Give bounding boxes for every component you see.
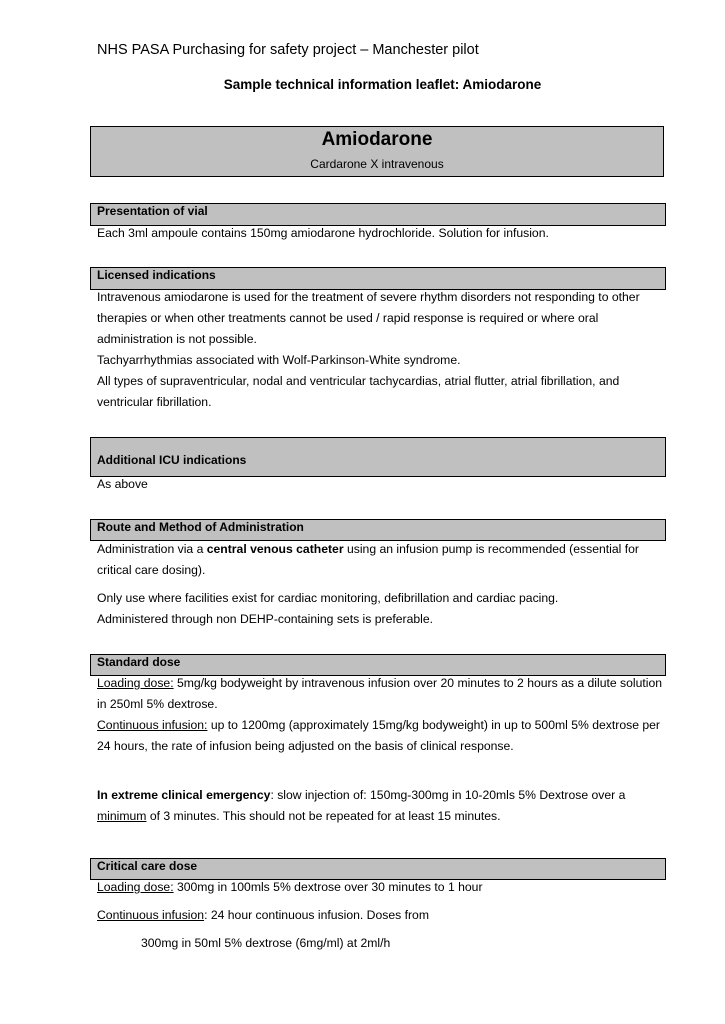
route-bold-text: central venous catheter <box>206 542 344 556</box>
critical-loading-label: Loading dose: <box>97 880 174 894</box>
drug-product: Cardarone X intravenous <box>310 157 444 171</box>
emergency-text: : slow injection of: 150mg-300mg in 10-20mls 5% Dextrose over a <box>270 788 626 802</box>
licensed-line: Intravenous amiodarone is used for the treatment of severe rhythm disorders not responding to other <box>97 290 640 304</box>
licensed-line: Tachyarrhythmias associated with Wolf-Parkinson-White syndrome. <box>97 353 461 367</box>
critical-loading-text: 300mg in 100mls 5% dextrose over 30 minutes to 1 hour <box>173 880 483 894</box>
section-presentation-heading: Presentation of vial <box>90 203 666 226</box>
continuous-infusion-text: up to 1200mg (approximately 15mg/kg bodyweight) in up to 500ml 5% dextrose per <box>207 718 660 732</box>
route-line-1 <box>97 542 639 556</box>
section-licensed-heading: Licensed indications <box>90 267 666 290</box>
emergency-line <box>97 788 625 802</box>
emergency-label: In extreme clinical emergency <box>97 788 271 802</box>
section-critical-heading: Critical care dose <box>90 858 666 880</box>
emergency-text-2: of 3 minutes. This should not be repeated for at least 15 minutes. <box>146 809 501 823</box>
leaflet-subtitle: Sample technical information leaflet: Amiodarone <box>223 77 542 92</box>
presentation-text: Each 3ml ampoule contains 150mg amiodarone hydrochloride. Solution for infusion. <box>97 226 549 240</box>
drug-title-box <box>90 126 664 177</box>
loading-dose-label: Loading dose: <box>97 676 174 690</box>
continuous-infusion-label: Continuous infusion: <box>97 718 208 732</box>
critical-continuous-label: Continuous infusion <box>97 908 205 922</box>
critical-continuous-text: : 24 hour continuous infusion. Doses from <box>204 908 429 922</box>
loading-dose-text: 5mg/kg bodyweight by intravenous infusion over 20 minutes to 2 hours as a dilute solution <box>173 676 663 690</box>
critical-dose-line: 300mg in 50ml 5% dextrose (6mg/ml) at 2ml/h <box>141 936 391 950</box>
licensed-line: administration is not possible. <box>97 332 257 346</box>
document-header: NHS PASA Purchasing for safety project – Manchester pilot <box>97 42 479 58</box>
minimum-word: minimum <box>97 809 147 823</box>
standard-continuous-line <box>97 718 660 732</box>
section-route-heading: Route and Method of Administration <box>90 519 666 541</box>
critical-loading-line <box>97 880 483 894</box>
section-icu-heading: Additional ICU indications <box>90 437 666 477</box>
section-standard-heading: Standard dose <box>90 654 666 676</box>
standard-continuous-line-2: 24 hours, the rate of infusion being adjusted on the basis of clinical response. <box>97 739 514 753</box>
route-text: Administration via a <box>97 542 207 556</box>
route-text: using an infusion pump is recommended (essential for <box>343 542 639 556</box>
critical-continuous-line <box>97 908 429 922</box>
icu-text: As above <box>97 477 148 491</box>
emergency-line-2 <box>97 809 501 823</box>
standard-loading-line-2: in 250ml 5% dextrose. <box>97 697 218 711</box>
standard-loading-line <box>97 676 662 690</box>
route-line-2: critical care dosing). <box>97 563 206 577</box>
route-line-3: Only use where facilities exist for cardiac monitoring, defibrillation and cardiac pacing. <box>97 591 559 605</box>
licensed-line: ventricular fibrillation. <box>97 395 212 409</box>
route-line-4: Administered through non DEHP-containing sets is preferable. <box>97 612 434 626</box>
licensed-line: therapies or when other treatments cannot be used / rapid response is required or where oral <box>97 311 599 325</box>
drug-name: Amiodarone <box>321 129 433 150</box>
licensed-line: All types of supraventricular, nodal and ventricular tachycardias, atrial flutter, atrial fibrillation, and <box>97 374 620 388</box>
